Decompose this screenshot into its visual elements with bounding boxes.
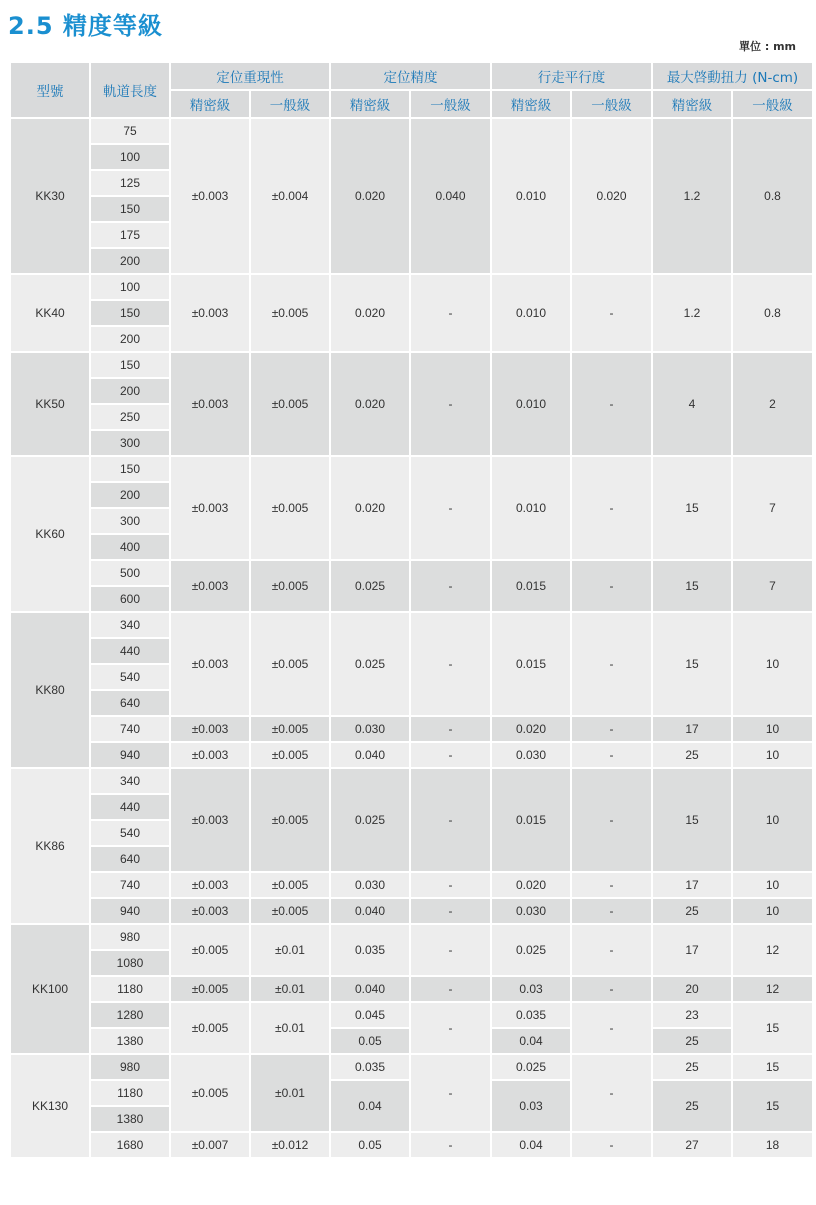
header-rail-length: 軌道長度: [90, 62, 170, 118]
accuracy-precision-cell: 0.025: [330, 612, 410, 716]
header-normal: 一般級: [250, 90, 330, 118]
parallelism-normal-cell: -: [571, 456, 652, 560]
accuracy-precision-cell: 0.05: [330, 1028, 410, 1054]
rail-length-cell: 150: [90, 196, 170, 222]
accuracy-precision-cell: 0.040: [330, 976, 410, 1002]
torque-normal-cell: 10: [732, 612, 813, 716]
model-cell: KK40: [10, 274, 90, 352]
table-row: [10, 768, 813, 794]
parallelism-precision-cell: 0.010: [491, 456, 571, 560]
parallelism-precision-cell: 0.03: [491, 1080, 571, 1132]
table-row: [10, 274, 813, 300]
table-row: [10, 1054, 813, 1080]
parallelism-normal-cell: 0.020: [571, 118, 652, 274]
parallelism-precision-cell: 0.030: [491, 742, 571, 768]
model-cell: KK130: [10, 1054, 90, 1158]
torque-precision-cell: 20: [652, 976, 732, 1002]
parallelism-precision-cell: 0.010: [491, 274, 571, 352]
accuracy-normal-cell: -: [410, 872, 491, 898]
header-precision: 精密級: [652, 90, 732, 118]
parallelism-normal-cell: -: [571, 560, 652, 612]
rail-length-cell: 75: [90, 118, 170, 144]
torque-normal-cell: 10: [732, 898, 813, 924]
parallelism-normal-cell: -: [571, 352, 652, 456]
rail-length-cell: 540: [90, 664, 170, 690]
rail-length-cell: 175: [90, 222, 170, 248]
accuracy-normal-cell: -: [410, 274, 491, 352]
model-cell: KK86: [10, 768, 90, 924]
rail-length-cell: 500: [90, 560, 170, 586]
parallelism-normal-cell: -: [571, 1054, 652, 1132]
rail-length-cell: 1280: [90, 1002, 170, 1028]
repeatability-precision-cell: ±0.003: [170, 898, 250, 924]
rail-length-cell: 1180: [90, 976, 170, 1002]
rail-length-cell: 980: [90, 1054, 170, 1080]
torque-normal-cell: 10: [732, 872, 813, 898]
torque-normal-cell: 0.8: [732, 274, 813, 352]
parallelism-precision-cell: 0.010: [491, 118, 571, 274]
repeatability-precision-cell: ±0.003: [170, 768, 250, 872]
repeatability-precision-cell: ±0.005: [170, 1002, 250, 1054]
parallelism-normal-cell: -: [571, 872, 652, 898]
repeatability-precision-cell: ±0.005: [170, 976, 250, 1002]
parallelism-precision-cell: 0.020: [491, 872, 571, 898]
parallelism-precision-cell: 0.035: [491, 1002, 571, 1028]
rail-length-cell: 340: [90, 768, 170, 794]
repeatability-precision-cell: ±0.003: [170, 118, 250, 274]
parallelism-normal-cell: -: [571, 898, 652, 924]
rail-length-cell: 540: [90, 820, 170, 846]
rail-length-cell: 940: [90, 898, 170, 924]
parallelism-normal-cell: -: [571, 1002, 652, 1054]
rail-length-cell: 1080: [90, 950, 170, 976]
model-cell: KK100: [10, 924, 90, 1054]
repeatability-precision-cell: ±0.003: [170, 742, 250, 768]
accuracy-precision-cell: 0.05: [330, 1132, 410, 1158]
rail-length-cell: 1680: [90, 1132, 170, 1158]
header-normal: 一般級: [410, 90, 491, 118]
table-row: [10, 352, 813, 378]
repeatability-normal-cell: ±0.005: [250, 768, 330, 872]
parallelism-precision-cell: 0.015: [491, 768, 571, 872]
repeatability-precision-cell: ±0.003: [170, 716, 250, 742]
accuracy-precision-cell: 0.035: [330, 1054, 410, 1080]
accuracy-precision-cell: 0.035: [330, 924, 410, 976]
torque-precision-cell: 25: [652, 898, 732, 924]
rail-length-cell: 640: [90, 690, 170, 716]
rail-length-cell: 980: [90, 924, 170, 950]
torque-precision-cell: 23: [652, 1002, 732, 1028]
repeatability-precision-cell: ±0.005: [170, 924, 250, 976]
repeatability-normal-cell: ±0.005: [250, 456, 330, 560]
repeatability-normal-cell: ±0.004: [250, 118, 330, 274]
parallelism-normal-cell: -: [571, 924, 652, 976]
rail-length-cell: 200: [90, 248, 170, 274]
repeatability-normal-cell: ±0.01: [250, 976, 330, 1002]
repeatability-normal-cell: ±0.005: [250, 898, 330, 924]
accuracy-precision-cell: 0.04: [330, 1080, 410, 1132]
torque-normal-cell: 10: [732, 716, 813, 742]
torque-normal-cell: 15: [732, 1054, 813, 1080]
torque-precision-cell: 27: [652, 1132, 732, 1158]
repeatability-precision-cell: ±0.003: [170, 274, 250, 352]
parallelism-precision-cell: 0.010: [491, 352, 571, 456]
header-normal: 一般級: [571, 90, 652, 118]
torque-precision-cell: 1.2: [652, 274, 732, 352]
table-row: [10, 924, 813, 950]
model-cell: KK60: [10, 456, 90, 612]
header-precision: 精密級: [330, 90, 410, 118]
rail-length-cell: 440: [90, 638, 170, 664]
accuracy-normal-cell: -: [410, 742, 491, 768]
torque-precision-cell: 4: [652, 352, 732, 456]
accuracy-normal-cell: -: [410, 560, 491, 612]
accuracy-precision-cell: 0.020: [330, 118, 410, 274]
rail-length-cell: 600: [90, 586, 170, 612]
rail-length-cell: 150: [90, 456, 170, 482]
table-row: [10, 1002, 813, 1028]
table-row: [10, 118, 813, 144]
model-cell: KK80: [10, 612, 90, 768]
header-parallelism: 行走平行度: [491, 62, 652, 90]
accuracy-normal-cell: -: [410, 1054, 491, 1132]
torque-normal-cell: 2: [732, 352, 813, 456]
accuracy-normal-cell: -: [410, 1002, 491, 1054]
precision-spec-table: [9, 61, 814, 1159]
parallelism-precision-cell: 0.020: [491, 716, 571, 742]
rail-length-cell: 740: [90, 872, 170, 898]
accuracy-precision-cell: 0.025: [330, 768, 410, 872]
header-repeatability: 定位重現性: [170, 62, 330, 90]
rail-length-cell: 300: [90, 430, 170, 456]
repeatability-precision-cell: ±0.003: [170, 612, 250, 716]
torque-normal-cell: 12: [732, 924, 813, 976]
parallelism-precision-cell: 0.04: [491, 1132, 571, 1158]
rail-length-cell: 100: [90, 144, 170, 170]
accuracy-normal-cell: -: [410, 924, 491, 976]
page-title: 2.5 精度等級: [8, 12, 163, 40]
accuracy-normal-cell: -: [410, 456, 491, 560]
repeatability-precision-cell: ±0.003: [170, 560, 250, 612]
repeatability-normal-cell: ±0.005: [250, 872, 330, 898]
header-precision: 精密級: [170, 90, 250, 118]
rail-length-cell: 1180: [90, 1080, 170, 1106]
table-row: [10, 612, 813, 638]
rail-length-cell: 940: [90, 742, 170, 768]
rail-length-cell: 300: [90, 508, 170, 534]
parallelism-normal-cell: -: [571, 716, 652, 742]
parallelism-normal-cell: -: [571, 976, 652, 1002]
parallelism-normal-cell: -: [571, 1132, 652, 1158]
accuracy-normal-cell: -: [410, 768, 491, 872]
model-cell: KK50: [10, 352, 90, 456]
accuracy-precision-cell: 0.020: [330, 274, 410, 352]
rail-length-cell: 640: [90, 846, 170, 872]
torque-precision-cell: 25: [652, 1054, 732, 1080]
torque-precision-cell: 17: [652, 872, 732, 898]
torque-normal-cell: 18: [732, 1132, 813, 1158]
repeatability-normal-cell: ±0.005: [250, 352, 330, 456]
torque-normal-cell: 10: [732, 742, 813, 768]
torque-normal-cell: 15: [732, 1080, 813, 1132]
rail-length-cell: 150: [90, 352, 170, 378]
accuracy-normal-cell: 0.040: [410, 118, 491, 274]
accuracy-precision-cell: 0.040: [330, 898, 410, 924]
table-row: [10, 976, 813, 1002]
repeatability-normal-cell: ±0.005: [250, 612, 330, 716]
table-row: [10, 1132, 813, 1158]
torque-precision-cell: 17: [652, 924, 732, 976]
accuracy-precision-cell: 0.030: [330, 716, 410, 742]
torque-precision-cell: 17: [652, 716, 732, 742]
parallelism-precision-cell: 0.03: [491, 976, 571, 1002]
torque-normal-cell: 7: [732, 456, 813, 560]
torque-precision-cell: 15: [652, 456, 732, 560]
repeatability-normal-cell: ±0.01: [250, 924, 330, 976]
accuracy-normal-cell: -: [410, 976, 491, 1002]
rail-length-cell: 100: [90, 274, 170, 300]
repeatability-precision-cell: ±0.005: [170, 1054, 250, 1132]
rail-length-cell: 150: [90, 300, 170, 326]
repeatability-precision-cell: ±0.007: [170, 1132, 250, 1158]
parallelism-normal-cell: -: [571, 274, 652, 352]
torque-precision-cell: 15: [652, 768, 732, 872]
parallelism-precision-cell: 0.030: [491, 898, 571, 924]
header-normal: 一般級: [732, 90, 813, 118]
repeatability-normal-cell: ±0.005: [250, 742, 330, 768]
repeatability-normal-cell: ±0.005: [250, 560, 330, 612]
rail-length-cell: 200: [90, 378, 170, 404]
torque-normal-cell: 7: [732, 560, 813, 612]
rail-length-cell: 400: [90, 534, 170, 560]
torque-precision-cell: 1.2: [652, 118, 732, 274]
model-cell: KK30: [10, 118, 90, 274]
rail-length-cell: 125: [90, 170, 170, 196]
unit-label: 單位 : mm: [739, 40, 796, 53]
rail-length-cell: 1380: [90, 1028, 170, 1054]
rail-length-cell: 740: [90, 716, 170, 742]
parallelism-normal-cell: -: [571, 742, 652, 768]
accuracy-normal-cell: -: [410, 352, 491, 456]
table-row: [10, 742, 813, 768]
accuracy-precision-cell: 0.025: [330, 560, 410, 612]
table-row: [10, 560, 813, 586]
accuracy-precision-cell: 0.030: [330, 872, 410, 898]
parallelism-normal-cell: -: [571, 768, 652, 872]
rail-length-cell: 250: [90, 404, 170, 430]
header-model: 型號: [10, 62, 90, 118]
parallelism-precision-cell: 0.015: [491, 560, 571, 612]
repeatability-precision-cell: ±0.003: [170, 352, 250, 456]
table-row: [10, 716, 813, 742]
torque-normal-cell: 0.8: [732, 118, 813, 274]
header-torque: 最大啓動扭力 (N-cm): [652, 62, 813, 90]
table-row: [10, 456, 813, 482]
parallelism-precision-cell: 0.025: [491, 924, 571, 976]
torque-precision-cell: 25: [652, 1028, 732, 1054]
rail-length-cell: 440: [90, 794, 170, 820]
torque-precision-cell: 25: [652, 1080, 732, 1132]
rail-length-cell: 1380: [90, 1106, 170, 1132]
rail-length-cell: 340: [90, 612, 170, 638]
accuracy-precision-cell: 0.040: [330, 742, 410, 768]
torque-precision-cell: 15: [652, 612, 732, 716]
parallelism-precision-cell: 0.025: [491, 1054, 571, 1080]
torque-precision-cell: 25: [652, 742, 732, 768]
torque-normal-cell: 10: [732, 768, 813, 872]
parallelism-precision-cell: 0.04: [491, 1028, 571, 1054]
torque-normal-cell: 12: [732, 976, 813, 1002]
torque-normal-cell: 15: [732, 1002, 813, 1054]
rail-length-cell: 200: [90, 326, 170, 352]
torque-precision-cell: 15: [652, 560, 732, 612]
repeatability-normal-cell: ±0.005: [250, 274, 330, 352]
accuracy-precision-cell: 0.045: [330, 1002, 410, 1028]
rail-length-cell: 200: [90, 482, 170, 508]
repeatability-precision-cell: ±0.003: [170, 872, 250, 898]
accuracy-normal-cell: -: [410, 716, 491, 742]
header-accuracy: 定位精度: [330, 62, 491, 90]
repeatability-precision-cell: ±0.003: [170, 456, 250, 560]
accuracy-precision-cell: 0.020: [330, 456, 410, 560]
repeatability-normal-cell: ±0.01: [250, 1002, 330, 1054]
table-row: [10, 898, 813, 924]
accuracy-normal-cell: -: [410, 612, 491, 716]
accuracy-precision-cell: 0.020: [330, 352, 410, 456]
repeatability-normal-cell: ±0.005: [250, 716, 330, 742]
table-row: [10, 872, 813, 898]
accuracy-normal-cell: -: [410, 1132, 491, 1158]
repeatability-normal-cell: ±0.01: [250, 1054, 330, 1132]
parallelism-precision-cell: 0.015: [491, 612, 571, 716]
repeatability-normal-cell: ±0.012: [250, 1132, 330, 1158]
header-precision: 精密級: [491, 90, 571, 118]
parallelism-normal-cell: -: [571, 612, 652, 716]
accuracy-normal-cell: -: [410, 898, 491, 924]
